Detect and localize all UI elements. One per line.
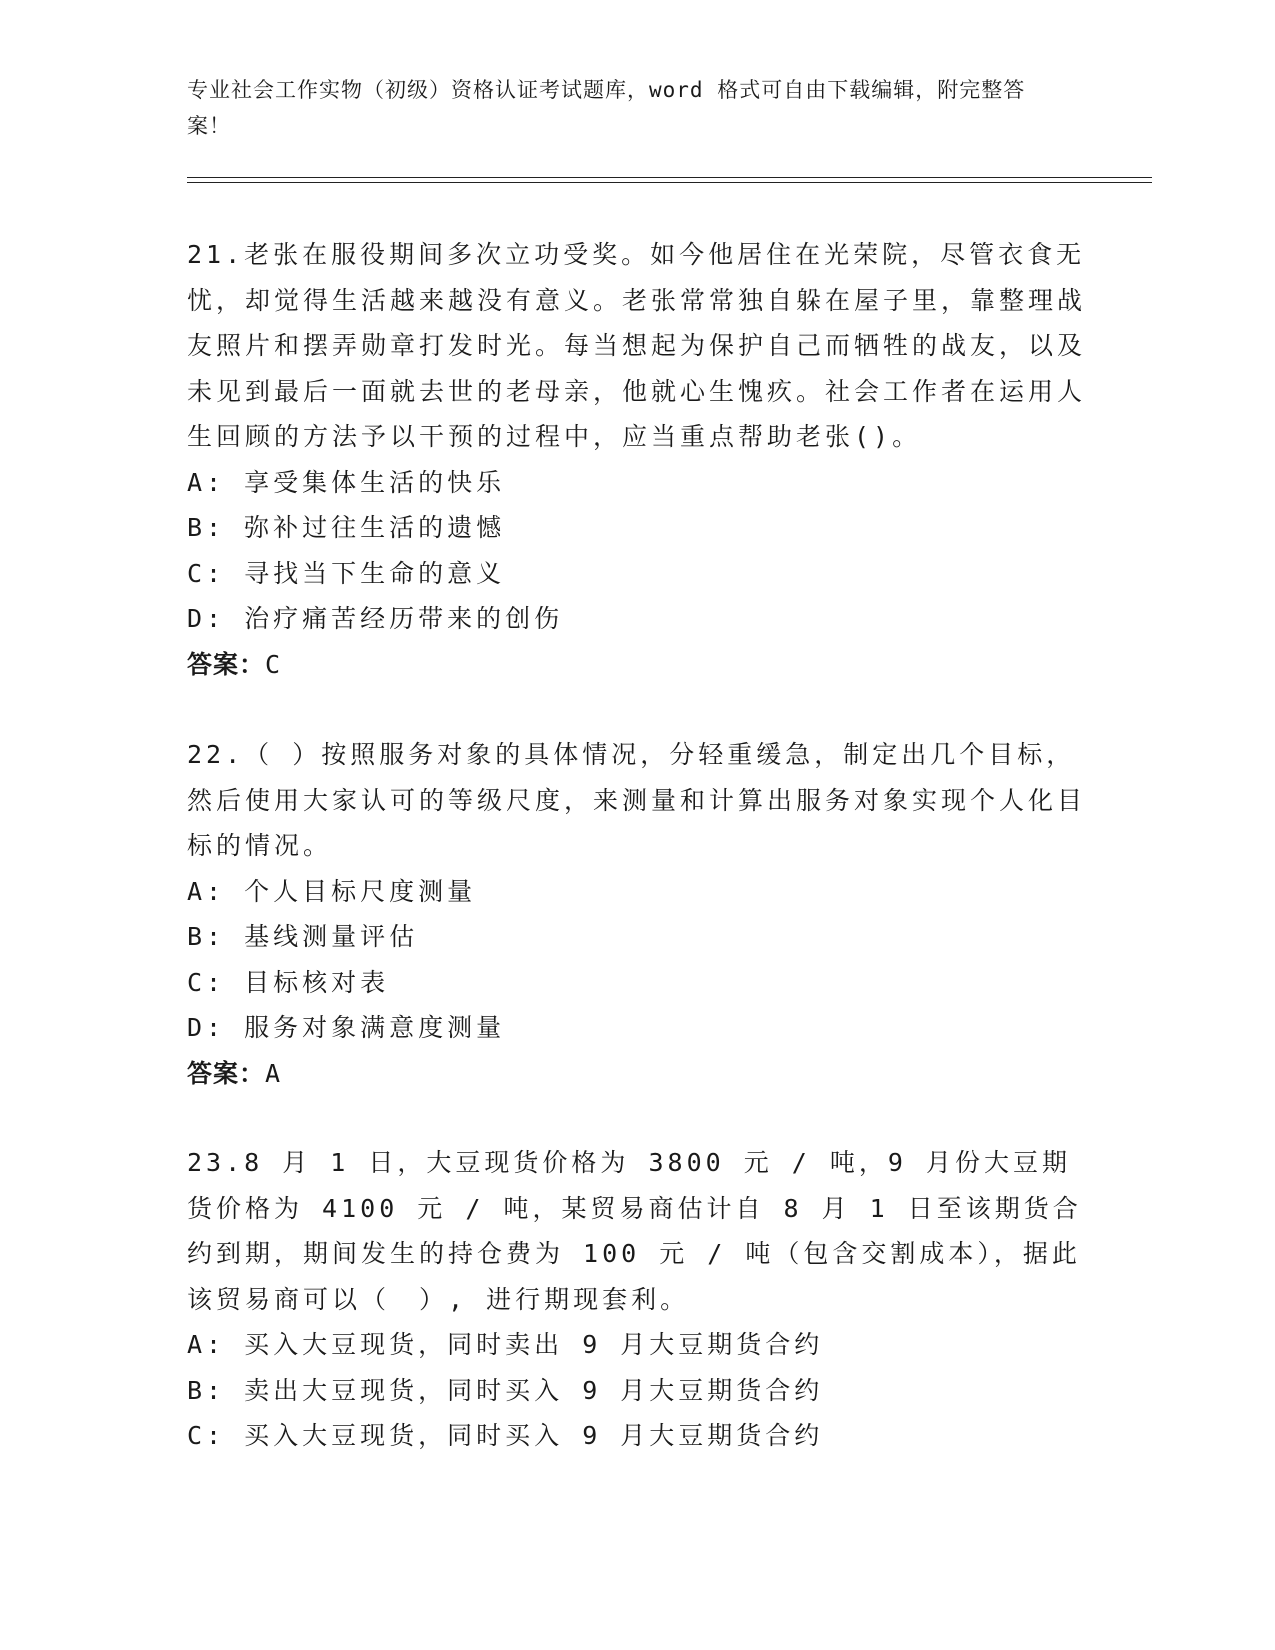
- answer-line: [187, 642, 1087, 688]
- header-divider-top: [187, 177, 1152, 178]
- question-23: [187, 1140, 1087, 1459]
- answer-label: 答案：: [187, 1058, 266, 1088]
- question-stem: 23.8 月 1 日，大豆现货价格为 3800 元 / 吨，9 月份大豆期货价格为 4100 元 / 吨，某贸易商估计自 8 月 1 日至该期货合约到期，期间发生的持仓费为 100 元 / 吨（包含交割成本），据此该贸易商可以（ ）, 进行期现套利。: [187, 1148, 1082, 1314]
- question-stem: 22.（ ）按照服务对象的具体情况，分轻重缓急，制定出几个目标，然后使用大家认可的等级尺度，来测量和计算出服务对象实现个人化目标的情况。: [187, 740, 1087, 860]
- question-22: [187, 732, 1087, 1096]
- option-b: B: 基线测量评估: [187, 922, 419, 951]
- question-stem: 21.老张在服役期间多次立功受奖。如今他居住在光荣院，尽管衣食无忧，却觉得生活越来越没有意义。老张常常独自躲在屋子里，靠整理战友照片和摆弄勋章打发时光。每当想起为保护自己而牺牲的战友，以及未见到最后一面就去世的老母亲，他就心生愧疚。社会工作者在运用人生回顾的方法予以干预的过程中，应当重点帮助老张()。: [187, 240, 1087, 451]
- option-b: B: 弥补过往生活的遗憾: [187, 513, 506, 542]
- option-c: C: 目标核对表: [187, 967, 390, 997]
- answer-value: A: [265, 1058, 282, 1088]
- answer-label: 答案：: [187, 649, 266, 679]
- header-divider-bottom: [187, 182, 1152, 183]
- option-a: A: 个人目标尺度测量: [187, 876, 477, 906]
- option-a: A: 买入大豆现货，同时卖出 9 月大豆期货合约: [187, 1330, 824, 1359]
- question-21: [187, 232, 1087, 687]
- option-b: B: 卖出大豆现货，同时买入 9 月大豆期货合约: [187, 1375, 824, 1405]
- option-c: C: 买入大豆现货，同时买入 9 月大豆期货合约: [187, 1421, 824, 1450]
- answer-value: C: [265, 649, 282, 679]
- option-d: D: 服务对象满意度测量: [187, 1013, 506, 1042]
- option-c: C: 寻找当下生命的意义: [187, 558, 506, 588]
- document-intro: 专业社会工作实物（初级）资格认证考试题库，word 格式可自由下载编辑，附完整答案！: [187, 78, 1026, 138]
- option-d: D: 治疗痛苦经历带来的创伤: [187, 604, 564, 633]
- option-a: A: 享受集体生活的快乐: [187, 467, 506, 497]
- answer-line: [187, 1051, 1087, 1097]
